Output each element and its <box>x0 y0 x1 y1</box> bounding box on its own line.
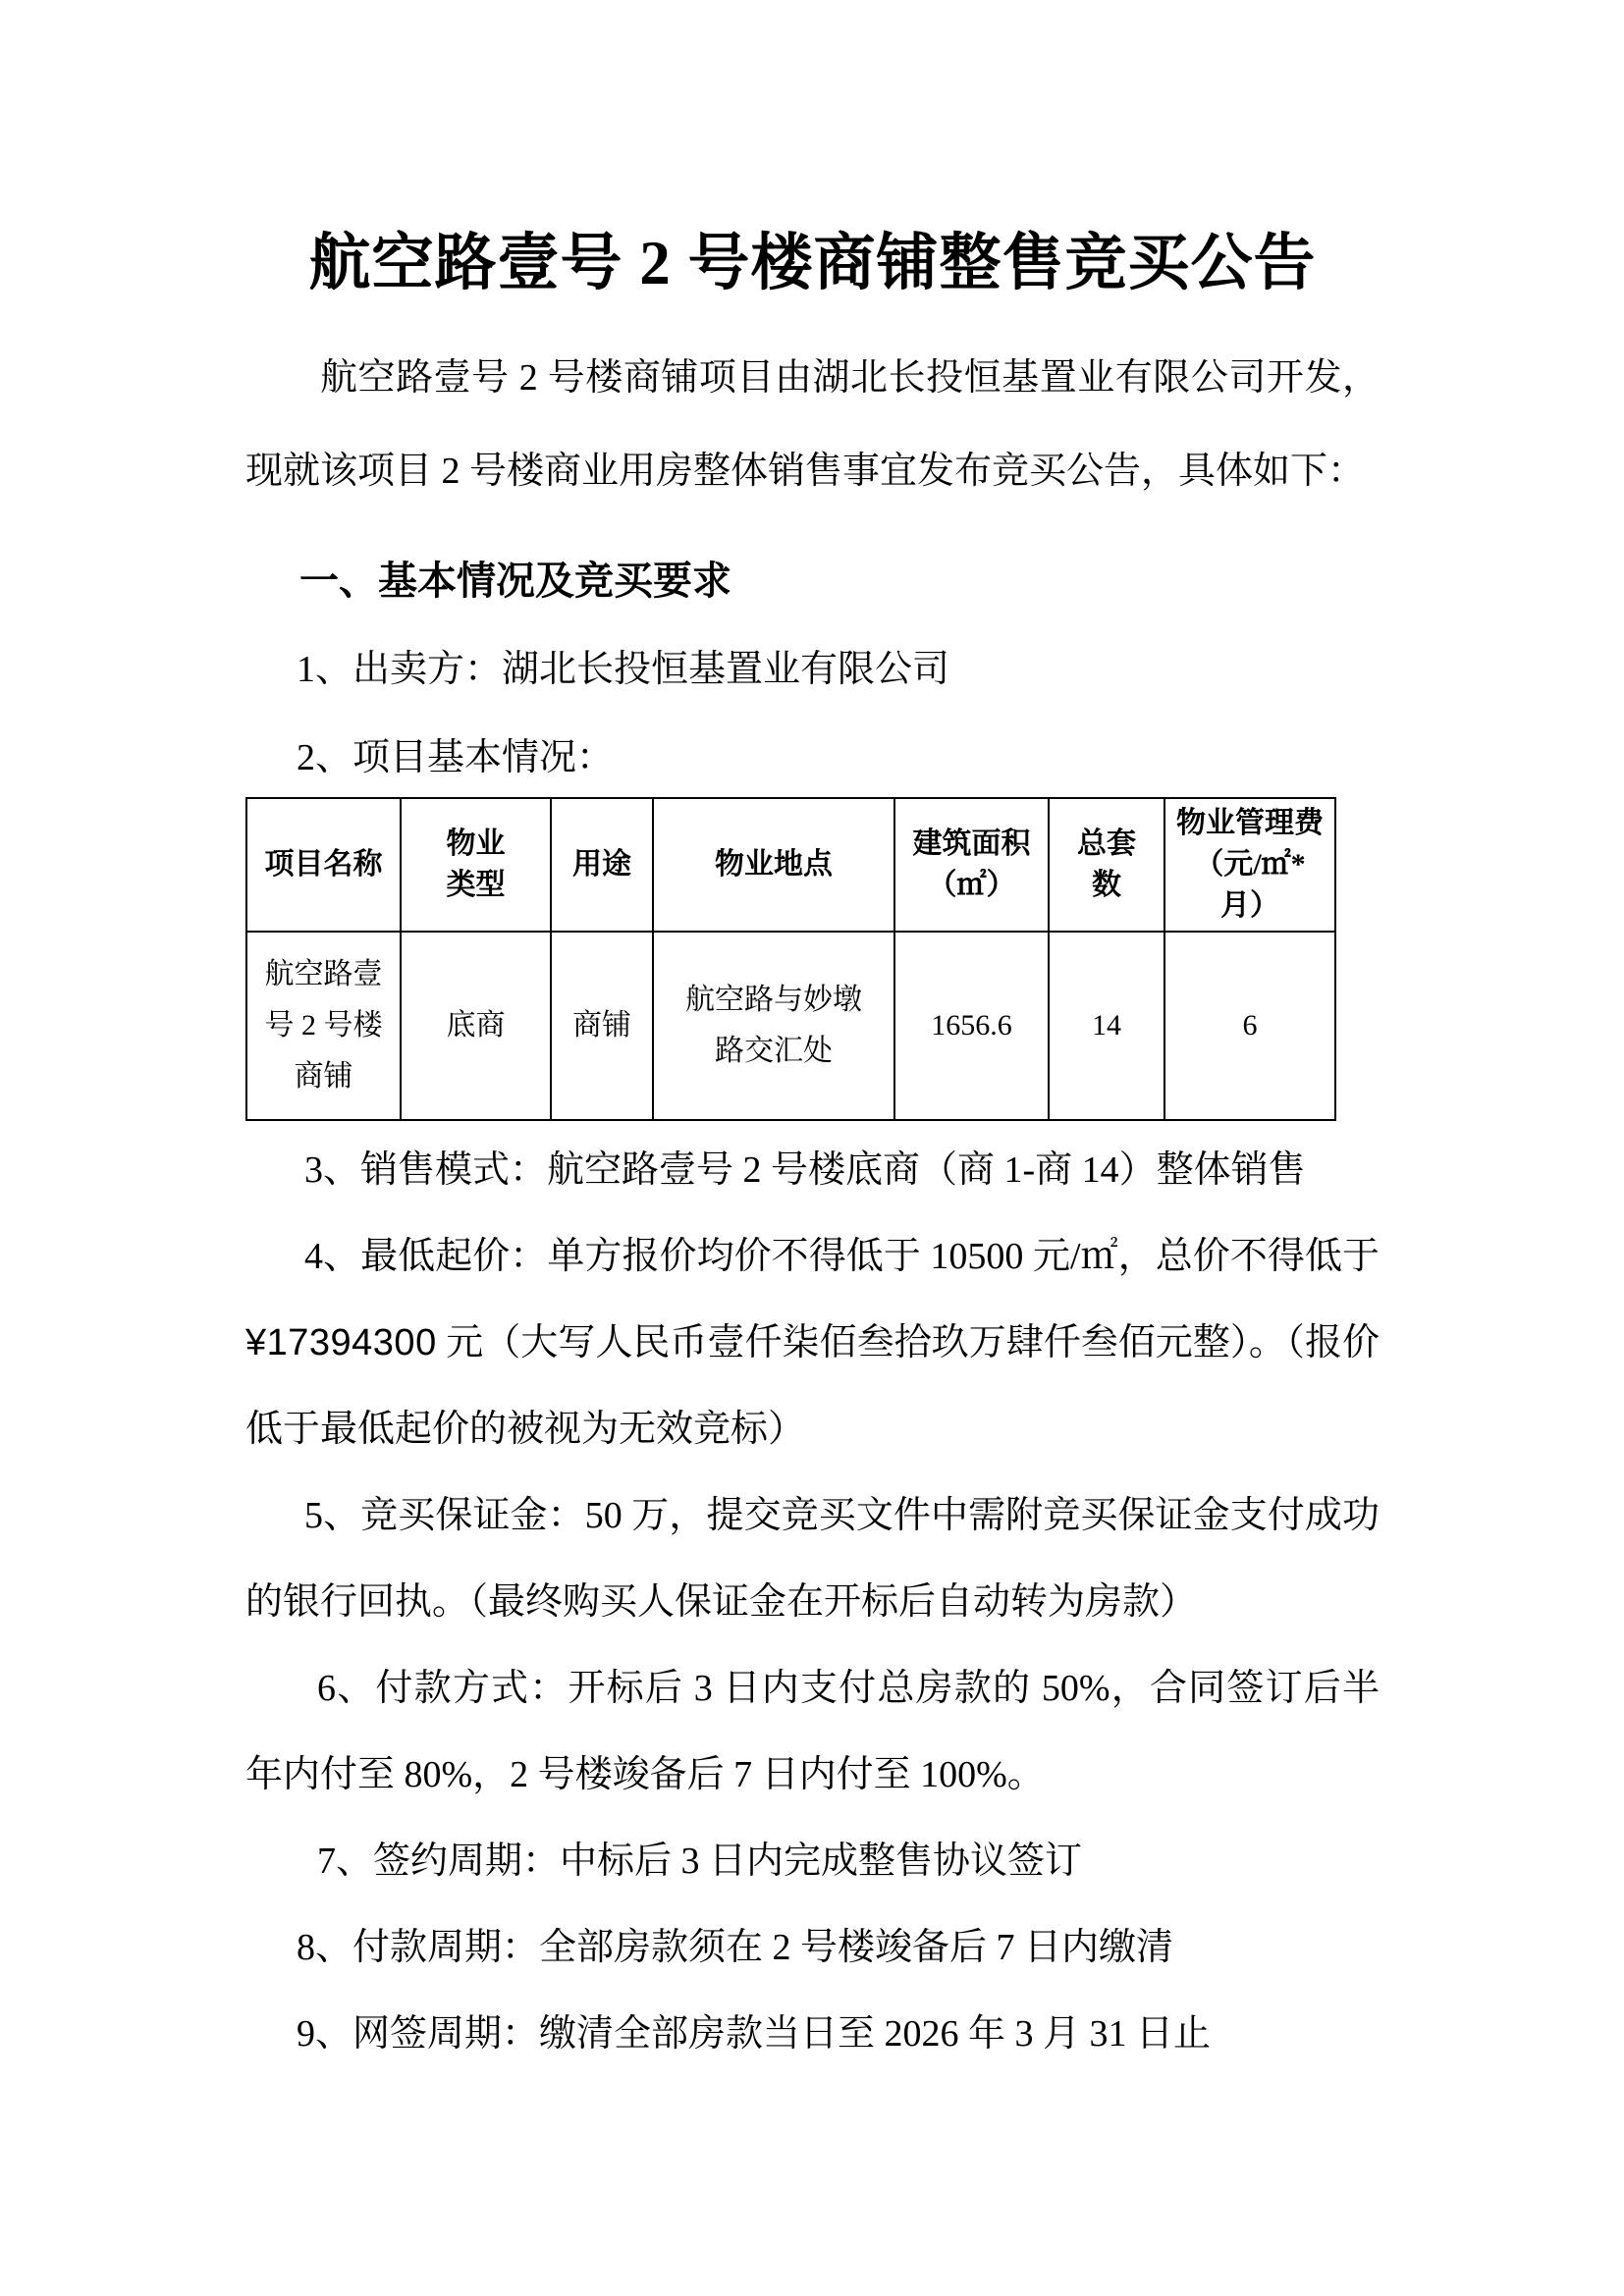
document-content <box>0 224 1624 2077</box>
cell-management-fee: 6 <box>1164 932 1335 1120</box>
minimum-total-price: ¥17394300 <box>245 1322 437 1363</box>
list-item-8: 8、付款周期：全部房款须在 2 号楼竣备后 7 日内缴清 <box>297 1927 1174 1968</box>
list-item-7: 7、签约周期：中标后 3 日内完成整售协议签订 <box>317 1841 1083 1882</box>
header-usage: 用途 <box>551 798 653 932</box>
requirements-list <box>245 1127 1380 2077</box>
header-total-units: 总套数 <box>1049 798 1164 932</box>
header-project-name: 项目名称 <box>246 798 401 932</box>
list-item-5: 5、竞买保证金：50 万，提交竞买文件中需附竞买保证金支付成功的银行回执。（最终购买人保证金在开标后自动转为房款） <box>245 1495 1380 1623</box>
list-item-6: 6、付款方式：开标后 3 日内支付总房款的 50%，合同签订后半年内付至 80%，2 号楼竣备后 7 日内付至 100%。 <box>245 1668 1380 1795</box>
cell-property-type: 底商 <box>401 932 551 1120</box>
intro-paragraph: 航空路壹号 2 号楼商铺项目由湖北长投恒基置业有限公司开发，现就该项目 2 号楼商业用房整体销售事宜发布竞买公告，具体如下： <box>245 357 1380 492</box>
item4-text-after: 元（大写人民币壹仟柒佰叁拾玖万肆仟叁佰元整）。（报价低于最低起价的被视为无效竞标） <box>245 1322 1380 1450</box>
cell-location: 航空路与妙墩路交汇处 <box>653 932 894 1120</box>
header-property-type: 物业类型 <box>401 798 551 932</box>
page-title: 航空路壹号 2 号楼商铺整售竞买公告 <box>308 229 1317 297</box>
cell-usage: 商铺 <box>551 932 653 1120</box>
table-row <box>246 932 1335 1120</box>
header-building-area: 建筑面积（㎡） <box>894 798 1049 932</box>
list-item-2: 2、项目基本情况： <box>297 737 615 778</box>
table-header-row <box>246 798 1335 932</box>
section-heading: 一、基本情况及竞买要求 <box>299 559 731 603</box>
header-location: 物业地点 <box>653 798 894 932</box>
cell-project-name: 航空路壹号 2 号楼商铺 <box>246 932 401 1120</box>
header-management-fee: 物业管理费（元/㎡*月） <box>1164 798 1335 932</box>
item4-text-before: 4、最低起价：单方报价均价不得低于 10500 元/㎡，总价不得低于 <box>304 1236 1380 1277</box>
list-item-1: 1、出卖方：湖北长投恒基置业有限公司 <box>297 649 950 690</box>
list-item-4 <box>245 1213 1380 1472</box>
cell-total-units: 14 <box>1049 932 1164 1120</box>
list-item-9: 9、网签周期：缴清全部房款当日至 2026 年 3 月 31 日止 <box>297 2013 1212 2055</box>
list-item-3: 3、销售模式：航空路壹号 2 号楼底商（商 1-商 14）整体销售 <box>304 1149 1306 1191</box>
cell-building-area: 1656.6 <box>894 932 1049 1120</box>
project-info-table <box>245 797 1336 1121</box>
